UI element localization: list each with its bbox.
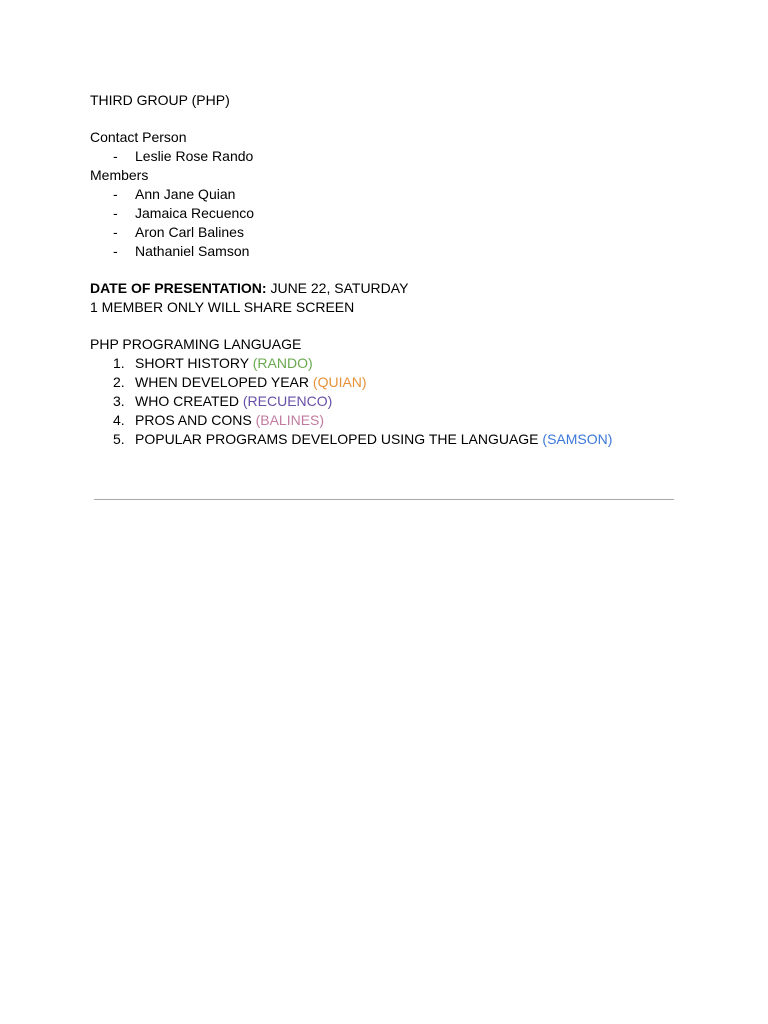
spacer xyxy=(90,110,690,128)
member-name: Jamaica Recuenco xyxy=(135,205,255,221)
member-name: Ann Jane Quian xyxy=(135,186,236,202)
dash-bullet: - xyxy=(113,243,118,259)
topic-assignee: (BALINES) xyxy=(255,412,325,428)
topic-number: 1. xyxy=(113,355,125,371)
topic-number: 3. xyxy=(113,393,125,409)
member-item xyxy=(90,223,690,242)
topic-assignee: (RECUENCO) xyxy=(242,393,333,409)
contact-person-name: Leslie Rose Rando xyxy=(135,148,254,164)
members-label: Members xyxy=(90,167,149,183)
member-name: Nathaniel Samson xyxy=(135,243,250,259)
topics-heading: PHP PROGRAMING LANGUAGE xyxy=(90,336,302,352)
member-item xyxy=(90,204,690,223)
topic-item xyxy=(90,373,690,392)
member-item xyxy=(90,185,690,204)
topic-title: WHO CREATED xyxy=(135,393,243,409)
topic-number: 4. xyxy=(113,412,125,428)
presentation-date-label: DATE OF PRESENTATION: xyxy=(90,280,267,296)
topic-text xyxy=(135,392,332,411)
topic-text xyxy=(135,430,612,449)
group-title: THIRD GROUP (PHP) xyxy=(90,92,230,108)
topic-item xyxy=(90,430,690,449)
topic-item xyxy=(90,392,690,411)
dash-bullet: - xyxy=(113,205,118,221)
contact-person-item xyxy=(90,147,690,166)
spacer xyxy=(90,317,690,335)
topic-text xyxy=(135,411,324,430)
dash-bullet: - xyxy=(113,224,118,240)
topic-title: WHEN DEVELOPED YEAR xyxy=(135,374,313,390)
member-name: Aron Carl Balines xyxy=(135,224,244,240)
dash-bullet: - xyxy=(113,186,118,202)
topic-title: POPULAR PROGRAMS DEVELOPED USING THE LANGUAGE xyxy=(135,431,543,447)
topic-assignee: (QUIAN) xyxy=(312,374,367,390)
topic-assignee: (SAMSON) xyxy=(542,431,613,447)
document-body xyxy=(90,91,690,449)
presentation-date xyxy=(90,279,690,298)
horizontal-rule xyxy=(94,499,674,500)
topic-item xyxy=(90,354,690,373)
topic-text xyxy=(135,354,313,373)
share-screen-note: 1 MEMBER ONLY WILL SHARE SCREEN xyxy=(90,299,355,315)
dash-bullet: - xyxy=(113,148,118,164)
topic-text xyxy=(135,373,367,392)
member-item xyxy=(90,242,690,261)
topic-assignee: (RANDO) xyxy=(252,355,313,371)
topic-item xyxy=(90,411,690,430)
presentation-date-value: JUNE 22, SATURDAY xyxy=(266,280,409,296)
contact-person-label: Contact Person xyxy=(90,129,187,145)
topic-number: 2. xyxy=(113,374,125,390)
topic-title: SHORT HISTORY xyxy=(135,355,253,371)
spacer xyxy=(90,261,690,279)
topic-title: PROS AND CONS xyxy=(135,412,256,428)
topic-number: 5. xyxy=(113,431,125,447)
